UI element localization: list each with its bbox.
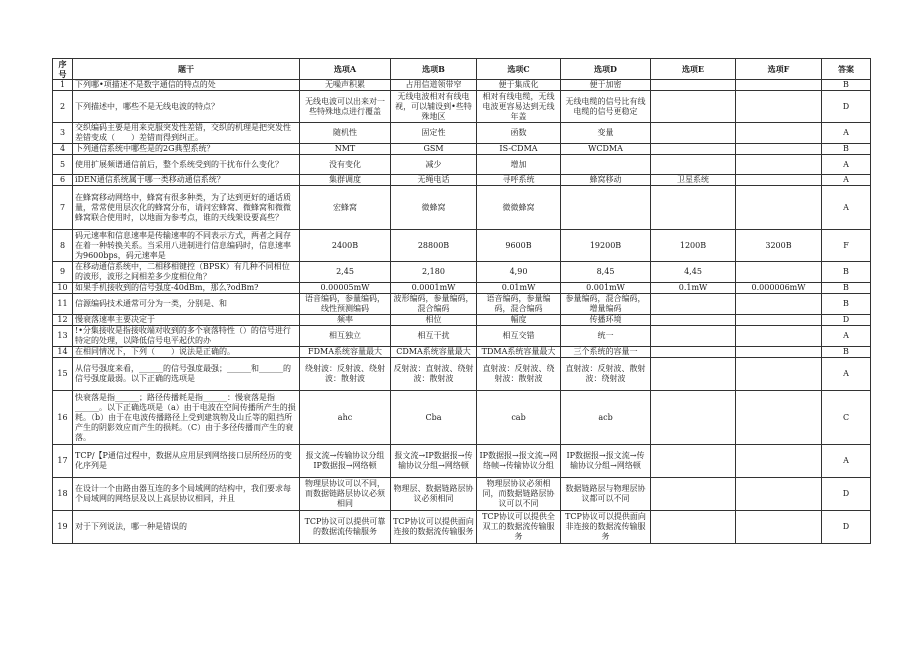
option-a: 随机性 <box>300 123 391 144</box>
question-stem: 下列哪•项描述不是数字通信的特点的处 <box>73 80 300 91</box>
option-c: 4,90 <box>477 262 561 283</box>
table-row <box>53 262 871 283</box>
option-f <box>736 155 822 175</box>
option-d: 直射波：反射波、散射波：绕射波 <box>561 358 651 391</box>
option-a: ahc <box>300 391 391 445</box>
header-stem: 题干 <box>73 59 300 80</box>
option-b: 28800B <box>391 230 477 262</box>
option-a: 无噪声积累 <box>300 80 391 91</box>
option-c: 相对有线电缆，无线电波更容易达到无线年盖 <box>477 91 561 123</box>
row-number: 19 <box>53 511 73 544</box>
answer: A <box>822 445 871 478</box>
option-c: cab <box>477 391 561 445</box>
option-c: 9600B <box>477 230 561 262</box>
option-a: 物理层协议可以不同，而数据链路层协议必须相同 <box>300 478 391 511</box>
option-c: 物理层协议必须相同，而数据链路层协议可以不同 <box>477 478 561 511</box>
table-row <box>53 283 871 294</box>
option-a: 语音编码，参量编码，线性预测编码 <box>300 294 391 315</box>
row-number: 16 <box>53 391 73 445</box>
row-number: 5 <box>53 155 73 175</box>
option-e <box>651 445 736 478</box>
option-e <box>651 155 736 175</box>
option-a: 0.00005mW <box>300 283 391 294</box>
row-number: 12 <box>53 315 73 326</box>
question-stem: 从信号强度来看，______的信号强度最强；______和______的信号强度最弱。以下正确的选项是 <box>73 358 300 391</box>
question-stem: 在设计一个由路由器互连的多个局域网的结构中，我们要求每个局域网的网络层及以上高层协议相同，并且 <box>73 478 300 511</box>
option-a: FDMA系统容量最大 <box>300 347 391 358</box>
option-e <box>651 294 736 315</box>
row-number: 9 <box>53 262 73 283</box>
option-f <box>736 445 822 478</box>
table-row <box>53 230 871 262</box>
option-f <box>736 262 822 283</box>
header-option-c: 选项C <box>477 59 561 80</box>
row-number: 13 <box>53 326 73 347</box>
question-stem: 快衰落是指______；路径传播耗是指______：慢衰落是指______。以下正确选项是（a）由于电波在空间传播所产生的损耗。（b）由于在电波传播路径上受到建筑物及山丘等的阻挡所产生的阴影效应而产生的损耗。（C）由于多径传播而产生的衰落。 <box>73 391 300 445</box>
question-stem: 如果手机接收到的信号强度-40dBm，那么?odBm? <box>73 283 300 294</box>
table-row <box>53 326 871 347</box>
option-b: GSM <box>391 144 477 155</box>
answer: B <box>822 144 871 155</box>
option-c: 便于集成化 <box>477 80 561 91</box>
row-number: 2 <box>53 91 73 123</box>
answer: B <box>822 262 871 283</box>
option-b: 波形编码，参量编码，混合编码 <box>391 294 477 315</box>
option-c: 增加 <box>477 155 561 175</box>
table-row <box>53 445 871 478</box>
option-e <box>651 358 736 391</box>
option-d <box>561 186 651 230</box>
table-row <box>53 91 871 123</box>
option-e <box>651 326 736 347</box>
option-e <box>651 144 736 155</box>
option-c: IP数据报→报文流→网络帧→传输协议分组 <box>477 445 561 478</box>
option-a: 宏蜂窝 <box>300 186 391 230</box>
option-f <box>736 315 822 326</box>
option-a: 频率 <box>300 315 391 326</box>
option-e: 0.1mW <box>651 283 736 294</box>
option-d: TCP协议可以提供面向非连接的数据流传输服务 <box>561 511 651 544</box>
answer: B <box>822 347 871 358</box>
row-number: 6 <box>53 175 73 186</box>
option-b: 无线电波相对有线电视，可以辅设到•些特殊地区 <box>391 91 477 123</box>
option-b: 微蜂窝 <box>391 186 477 230</box>
question-stem: 交织编码主要是用来克服突发性差错，交织的机理是把突发性差错变成（ ）差错而得到纠正。 <box>73 123 300 144</box>
option-d: 参量编码，混合编码，增量编码 <box>561 294 651 315</box>
question-stem: 在移动通信系统中，二相移相键控（BPSK）有几种不同相位的波形，波形之间相差多少度相位角？ <box>73 262 300 283</box>
option-d: 便于加密 <box>561 80 651 91</box>
option-a: 报文流→传输协议分组IP数据报→网络顿 <box>300 445 391 478</box>
option-f: 0.000006mW <box>736 283 822 294</box>
option-a: 2400B <box>300 230 391 262</box>
option-e <box>651 478 736 511</box>
option-e <box>651 315 736 326</box>
table-row <box>53 123 871 144</box>
option-f <box>736 123 822 144</box>
option-b: 相位 <box>391 315 477 326</box>
option-e <box>651 91 736 123</box>
question-stem: 在相同情况下，下列（ ）说法是正确的。 <box>73 347 300 358</box>
option-e <box>651 347 736 358</box>
answer: D <box>822 478 871 511</box>
question-stem: 使用扩展频谱通信前后，整个系统受到的干扰布什么变化？ <box>73 155 300 175</box>
option-d: 数据链路层与物理层协议都可以不同 <box>561 478 651 511</box>
header-option-e: 选项E <box>651 59 736 80</box>
table-row <box>53 155 871 175</box>
answer: D <box>822 91 871 123</box>
row-number: 1 <box>53 80 73 91</box>
option-a: 2,45 <box>300 262 391 283</box>
option-c: 0.01mW <box>477 283 561 294</box>
option-f <box>736 347 822 358</box>
answer: A <box>822 155 871 175</box>
row-number: 7 <box>53 186 73 230</box>
option-f <box>736 326 822 347</box>
option-d: 统一 <box>561 326 651 347</box>
answer: A <box>822 175 871 186</box>
table-row <box>53 186 871 230</box>
option-b: 反射波：直射波、绕射波：散射波 <box>391 358 477 391</box>
option-a: 没有变化 <box>300 155 391 175</box>
question-stem: 信源编码技术通常可分为一类，分别是、和 <box>73 294 300 315</box>
option-a: 集群调度 <box>300 175 391 186</box>
row-number: 18 <box>53 478 73 511</box>
question-stem: 卜列通信系统中哪些是的2G典型系统？ <box>73 144 300 155</box>
option-e <box>651 391 736 445</box>
question-sheet <box>52 58 871 544</box>
question-stem: !•分集接收是指接收端对收到的多个衰落特性（）的信号进行特定的处理，以降低信号电平起伏的办 <box>73 326 300 347</box>
option-f <box>736 80 822 91</box>
option-c: IS-CDMA <box>477 144 561 155</box>
question-stem: 下列描述中，哪些不是无线电波的特点？ <box>73 91 300 123</box>
row-number: 10 <box>53 283 73 294</box>
option-a: 相互独立 <box>300 326 391 347</box>
option-b: 固定性 <box>391 123 477 144</box>
option-b: TCP协议可以提供面向连接的数据流传输服务 <box>391 511 477 544</box>
option-f: 3200B <box>736 230 822 262</box>
option-c: 相互交错 <box>477 326 561 347</box>
question-table <box>52 58 871 544</box>
option-e <box>651 80 736 91</box>
option-e: 卫星系统 <box>651 175 736 186</box>
option-e: 4,45 <box>651 262 736 283</box>
row-number: 11 <box>53 294 73 315</box>
row-number: 4 <box>53 144 73 155</box>
option-b: Cba <box>391 391 477 445</box>
option-e: 1200B <box>651 230 736 262</box>
option-c: 语音编码，参量编码，混合编码 <box>477 294 561 315</box>
answer: B <box>822 80 871 91</box>
header-no: 序号 <box>53 59 73 80</box>
table-row <box>53 511 871 544</box>
answer: B <box>822 283 871 294</box>
option-d: 蜂窝移动 <box>561 175 651 186</box>
table-row <box>53 478 871 511</box>
option-d: 三个系统的容量一 <box>561 347 651 358</box>
answer: B <box>822 294 871 315</box>
option-a: TCP协议可以提供可靠的数据流传输服务 <box>300 511 391 544</box>
table-row <box>53 144 871 155</box>
option-f <box>736 478 822 511</box>
option-f <box>736 175 822 186</box>
answer: D <box>822 511 871 544</box>
option-a: 无线电波可以出来对一些特殊地点进行覆盖 <box>300 91 391 123</box>
answer: A <box>822 358 871 391</box>
option-f <box>736 294 822 315</box>
option-c: 直射波：反射波、绕射波：散射波 <box>477 358 561 391</box>
option-a: NMT <box>300 144 391 155</box>
header-option-a: 选项A <box>300 59 391 80</box>
table-row <box>53 80 871 91</box>
option-d: 19200B <box>561 230 651 262</box>
row-number: 3 <box>53 123 73 144</box>
option-e <box>651 123 736 144</box>
row-number: 8 <box>53 230 73 262</box>
row-number: 14 <box>53 347 73 358</box>
answer: A <box>822 326 871 347</box>
option-d: acb <box>561 391 651 445</box>
option-f <box>736 511 822 544</box>
option-e <box>651 186 736 230</box>
header-answer: 答案 <box>822 59 871 80</box>
table-row <box>53 294 871 315</box>
option-d <box>561 155 651 175</box>
option-b: 占用信道领带窄 <box>391 80 477 91</box>
option-d: 无线电缆的信号比有线电缆的信号更稳定 <box>561 91 651 123</box>
question-stem: iDEN通信系统属于哪一类移动通信系统？ <box>73 175 300 186</box>
option-b: 2,180 <box>391 262 477 283</box>
question-rows <box>53 80 871 544</box>
header-option-d: 选项D <box>561 59 651 80</box>
option-f <box>736 91 822 123</box>
row-number: 17 <box>53 445 73 478</box>
option-c: 幅度 <box>477 315 561 326</box>
header-option-b: 选项B <box>391 59 477 80</box>
option-b: 0.0001mW <box>391 283 477 294</box>
option-b: 减少 <box>391 155 477 175</box>
option-b: 无绳电话 <box>391 175 477 186</box>
table-row <box>53 391 871 445</box>
table-row <box>53 347 871 358</box>
option-c: 寻呼系统 <box>477 175 561 186</box>
answer: A <box>822 123 871 144</box>
question-stem: 慢衰落速率主要决定于 <box>73 315 300 326</box>
option-b: 相互干扰 <box>391 326 477 347</box>
option-c: TDMA系统容量最大 <box>477 347 561 358</box>
option-c: 微微蜂窝 <box>477 186 561 230</box>
question-stem: TCP/【P通信过程中，数据从应用层到网络接口层所经历的变化序列是 <box>73 445 300 478</box>
option-a: 绕射波：反射波、绕射波：散射波 <box>300 358 391 391</box>
row-number: 15 <box>53 358 73 391</box>
header-option-f: 选项F <box>736 59 822 80</box>
option-c: TCP协议可以提供全双工的数据流传输服务 <box>477 511 561 544</box>
option-f <box>736 391 822 445</box>
answer: A <box>822 186 871 230</box>
question-stem: 码元速率和信息速率是传输速率的不同表示方式，两者之间存在着一种转换关系。当采用八进制进行信息编码时，信息速率为9600bps，码元速率是 <box>73 230 300 262</box>
question-stem: 对于下列说法，哪一种是错误的 <box>73 511 300 544</box>
option-d: 0.001mW <box>561 283 651 294</box>
option-c: 函数 <box>477 123 561 144</box>
table-row <box>53 315 871 326</box>
option-d: WCDMA <box>561 144 651 155</box>
header-row <box>53 59 871 80</box>
option-d: 变量 <box>561 123 651 144</box>
table-row <box>53 175 871 186</box>
option-f <box>736 358 822 391</box>
option-d: 传播环境 <box>561 315 651 326</box>
option-b: CDMA系统容量最大 <box>391 347 477 358</box>
answer: D <box>822 315 871 326</box>
table-row <box>53 358 871 391</box>
question-stem: 在蜂窝移动网络中，蜂窝有很多种类，为了达到更好的通话质量，常常使用层次化的蜂窝分布，请问宏蜂窝、微蜂窝和微微蜂窝联合使用时，以地面为参考点，谁的天线架设要高些？ <box>73 186 300 230</box>
option-d: 8,45 <box>561 262 651 283</box>
answer: F <box>822 230 871 262</box>
option-f <box>736 144 822 155</box>
answer: C <box>822 391 871 445</box>
option-b: 报文流→IP数据报→传输协议分组→网络顿 <box>391 445 477 478</box>
option-e <box>651 511 736 544</box>
option-d: IP数据报→报文流→传输协议分组→网络顿 <box>561 445 651 478</box>
option-b: 物理层、数据链路层协议必须相同 <box>391 478 477 511</box>
option-f <box>736 186 822 230</box>
